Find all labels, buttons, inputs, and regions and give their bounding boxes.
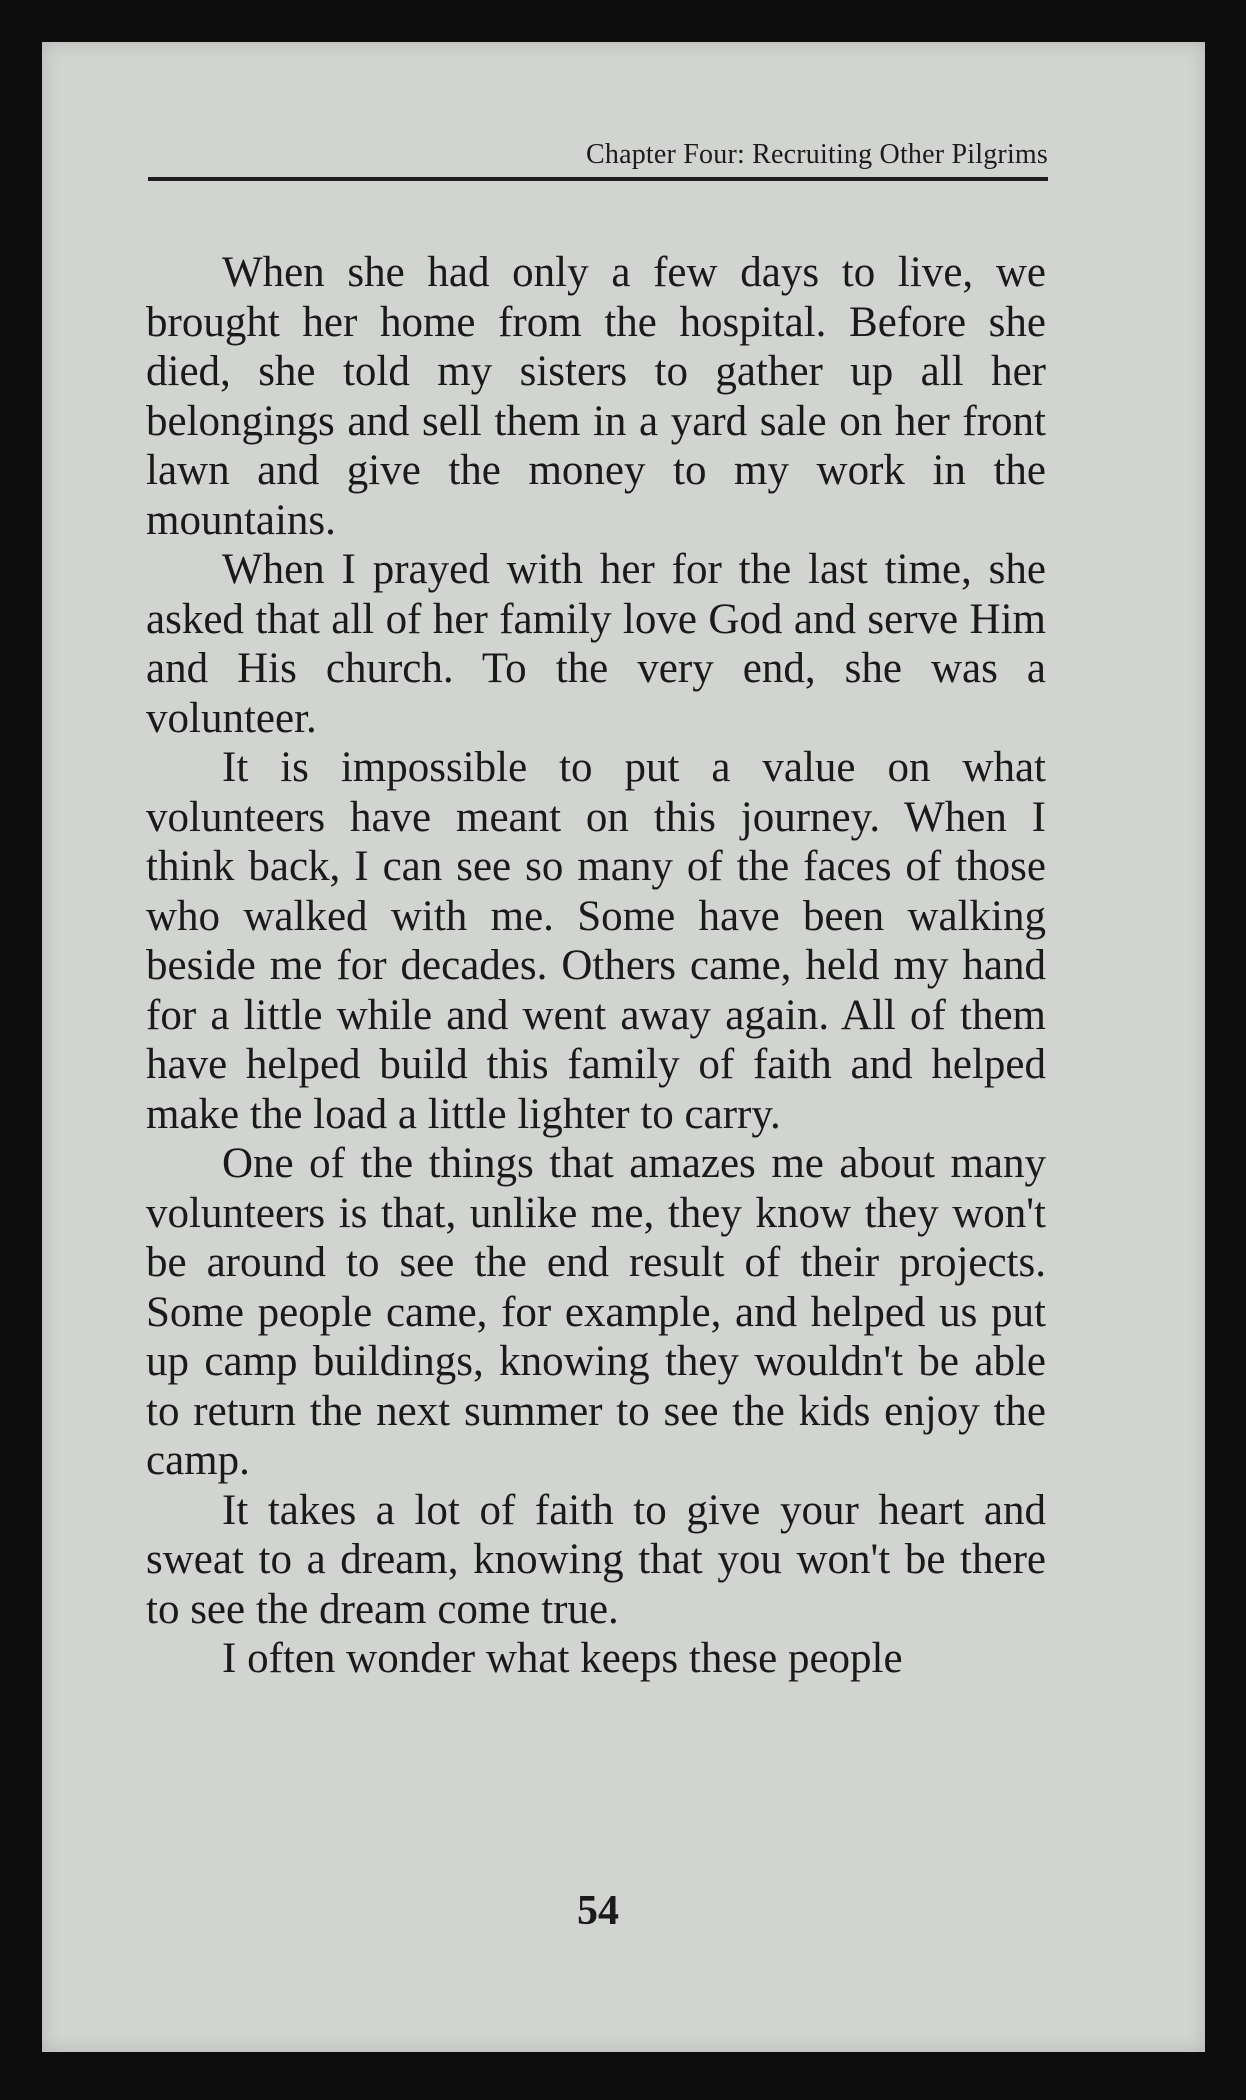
paragraph-6: I often wonder what keeps these people (222, 1635, 903, 1682)
body-text (146, 248, 1046, 1684)
paragraph-5: It takes a lot of faith to give your heart and sweat to a dream, knowing that you won't be there to see the dream come true. (146, 1486, 1046, 1633)
paragraph-3: It is impossible to put a value on what volunteers have meant on this journey. When I think back, I can see so many of the faces of those who walked with me. Some have been walking beside me for decades. Others came, held my hand for a little while and went away again. All of them have helped build this family of faith and helped make the load a little lighter to carry. (146, 744, 1046, 1138)
paragraph-4: One of the things that amazes me about many volunteers is that, unlike me, they know they won't be around to see the end result of their projects. Some people came, for example, and helped us put up camp buildings, knowing they wouldn't be able to return the next summer to see the kids enjoy the camp. (146, 1140, 1046, 1484)
book-page (42, 42, 1205, 2052)
running-head: Chapter Four: Recruiting Other Pilgrims (586, 139, 1048, 170)
paragraph-1: When she had only a few days to live, we brought her home from the hospital. Before she died, she told my sisters to gather up all her belongings and sell them in a yard sale on her front lawn and give the money to my work in the mountains. (146, 249, 1046, 544)
header-rule (148, 177, 1048, 181)
page-number: 54 (577, 1888, 619, 1934)
paragraph-2: When I prayed with her for the last time, she asked that all of her family love God and serve Him and His church. To the very end, she was a volunteer. (146, 546, 1046, 742)
